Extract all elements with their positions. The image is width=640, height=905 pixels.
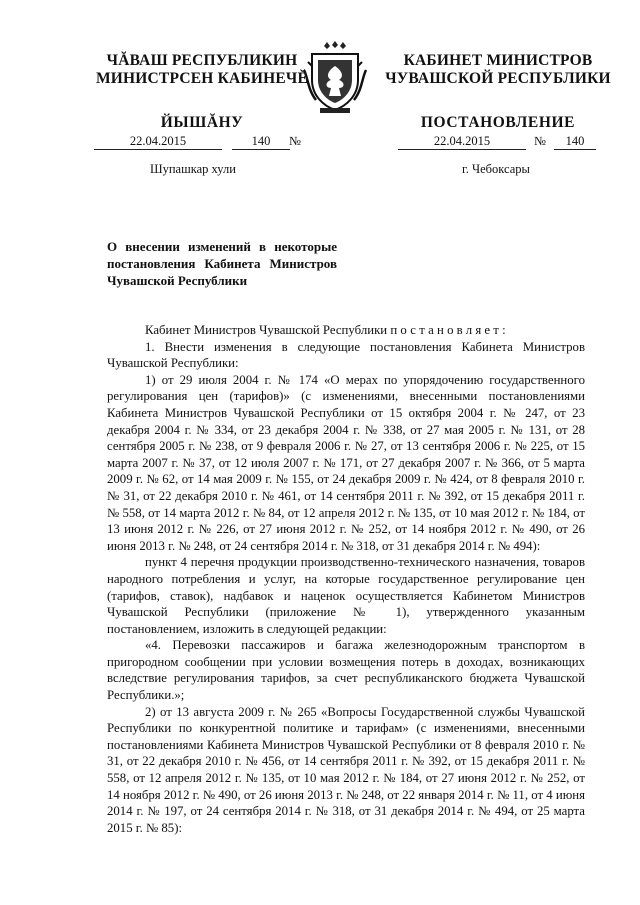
body-paragraph: 2) от 13 августа 2009 г. № 265 «Вопросы Государственной службы Чувашской Республики по конкурентной политике и тарифам» (с изменениями, внесенными постановлениями Кабинета Министров Чувашской Республики от 8 февраля 2010 г. № 31, от 22 декабря 2010 г. № 456, от 14 сентября 2011 г. № 392, от 15 декабря 2011 г. № 558, от 12 апреля 2012 г. № 135, от 10 мая 2012 г. № 184, от 27 июня 2012 г. № 252, от 14 ноября 2012 г. № 490, от 26 июня 2013 г. № 248, от 22 января 2014 г. № 11, от 4 июня 2014 г. № 197, от 24 сентября 2014 г. № 318, от 31 декабря 2014 г. № 494, от 25 марта 2015 г. № 85): [107,704,585,835]
left-number-sign: № [289,134,301,148]
intro-resolve-word: постановляет: [390,323,509,337]
document-title: О внесении изменений в некоторые постановления Кабинета Министров Чувашской Республики [107,239,337,288]
intro-paragraph [107,322,585,339]
header-left [92,52,312,132]
left-number: 140 [232,133,290,150]
header-right [378,52,618,132]
body-paragraph: 1. Внести изменения в следующие постановления Кабинета Министров Чувашской Республики: [107,339,585,371]
right-date: 22.04.2015 [398,133,526,150]
left-org-line2: МИНИСТРСЕН КАБИНЕЧĔ [95,70,309,87]
right-doc-type: ПОСТАНОВЛЕНИЕ [420,114,576,131]
body-paragraph: 1) от 29 июля 2004 г. № 174 «О мерах по упорядочению государственного регулирования цен (тарифов)» (с изменениями, внесенными постановлениями Кабинета Министров Чувашской Республики от 15 октября 2004 г. № 247, от 23 декабря 2004 г. № 334, от 23 декабря 2004 г. № 338, от 27 мая 2005 г. № 131, от 28 сентября 2005 г. № 238, от 9 февраля 2006 г. № 27, от 13 сентября 2006 г. № 225, от 15 марта 2007 г. № 37, от 12 июля 2007 г. № 171, от 27 декабря 2007 г. № 366, от 5 марта 2009 г. № 62, от 14 мая 2009 г. № 155, от 24 декабря 2009 г. № 424, от 8 февраля 2010 г. № 31, от 22 декабря 2010 г. № 461, от 14 сентября 2011 г. № 392, от 15 декабря 2011 г. № 558, от 14 марта 2012 г. № 84, от 12 апреля 2012 г. № 135, от 10 мая 2012 г. № 184, от 13 июня 2012 г. № 226, от 27 июня 2012 г. № 252, от 14 ноября 2012 г. № 490, от 26 июня 2013 г. № 248, от 24 сентября 2014 г. № 318, от 31 декабря 2014 г. № 494): [107,372,585,553]
body-paragraph: «4. Перевозки пассажиров и багажа железнодорожным транспортом в пригородном сообщении при условии возмещения потерь в доходах, возникающих вследствие регулирования тарифов, за счет республиканского бюджета Чувашской Республики.»; [107,638,585,703]
chuvash-emblem-icon [300,40,370,116]
left-date: 22.04.2015 [94,133,222,150]
intro-prefix: Кабинет Министров Чувашской Республики [145,323,388,337]
left-doc-type: ЙЫШĂНУ [160,114,244,131]
left-place: Шупашкар хули [150,162,236,176]
right-org-line1: КАБИНЕТ МИНИСТРОВ [403,52,593,69]
right-place: г. Чебоксары [462,162,530,176]
right-org-line2: ЧУВАШСКОЙ РЕСПУБЛИКИ [385,70,611,87]
document-body [107,322,585,836]
left-org-line1: ЧĂВАШ РЕСПУБЛИКИН [106,52,298,69]
body-paragraph: пункт 4 перечня продукции производственно-технического назначения, товаров народного потребления и услуг, на которые государственное регулирование цен (тарифов, ставок), надбавок и наценок осуществляется Кабинетом Министров Чувашской Республики (приложение № 1), утвержденного указанным постановлением, изложить в следующей редакции: [107,555,585,636]
right-number: 140 [554,133,596,150]
right-number-sign: № [534,134,546,148]
